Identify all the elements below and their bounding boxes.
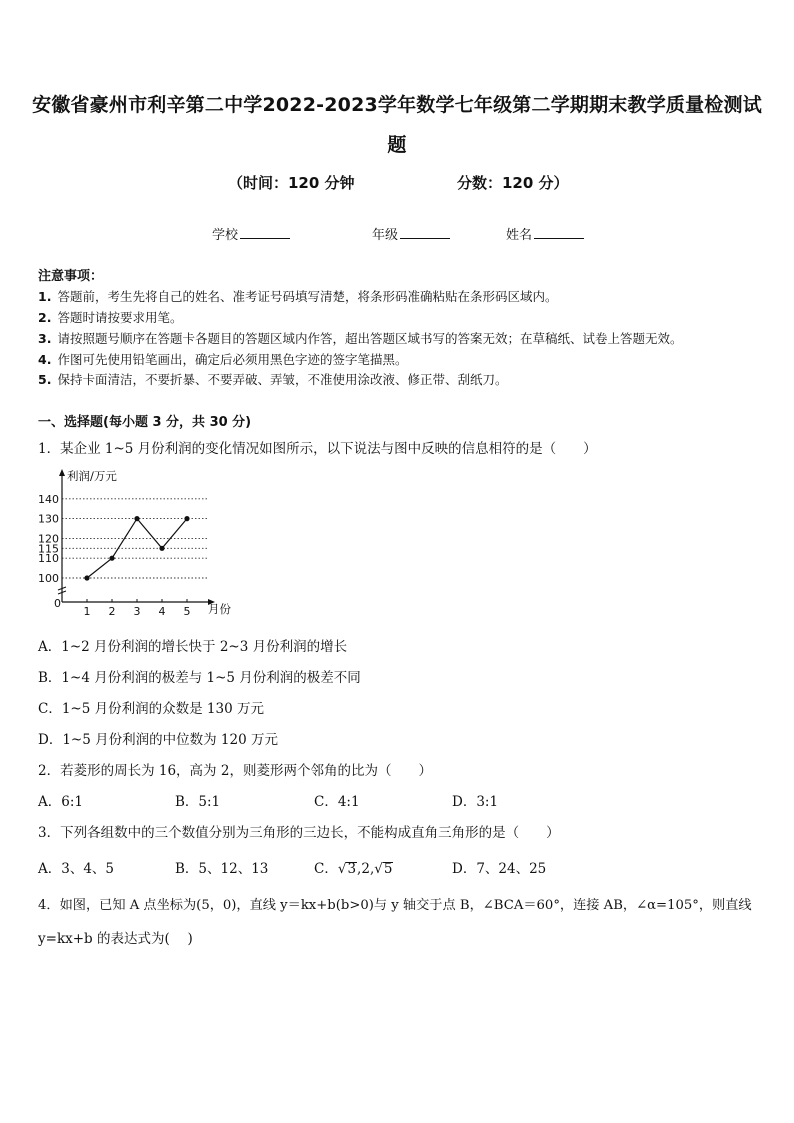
name-field[interactable] bbox=[506, 224, 584, 243]
q2-option-d[interactable]: D．3:1 bbox=[452, 794, 499, 810]
q2-option-b[interactable]: B．5:1 bbox=[175, 794, 221, 810]
data-point bbox=[159, 546, 164, 551]
q3-option-d[interactable]: D．7、24、25 bbox=[452, 861, 547, 877]
question-3-stem: 3．下列各组数中的三个数值分别为三角形的三边长，不能构成直角三角形的是（ ） bbox=[38, 825, 560, 841]
note-item: 2. 答题时请按要求用笔。 bbox=[38, 310, 183, 325]
paper-title-line2: 题 bbox=[387, 134, 407, 156]
sqrt-radicand: 3 bbox=[347, 861, 357, 877]
profit-line-chart bbox=[36, 466, 246, 616]
grade-field[interactable] bbox=[372, 224, 450, 243]
school-field[interactable] bbox=[212, 224, 290, 243]
y-axis-label: 利润/万元 bbox=[67, 469, 117, 483]
school-blank[interactable] bbox=[240, 238, 290, 239]
q2-option-a[interactable]: A．6:1 bbox=[38, 794, 83, 810]
data-point bbox=[84, 575, 89, 580]
q1-option-a[interactable]: A．1~2 月份利润的增长快于 2~3 月份利润的增长 bbox=[38, 639, 348, 655]
x-tick-label: 1 bbox=[83, 605, 91, 616]
y-tick-label: 100 bbox=[38, 572, 59, 585]
sqrt-radicand: 5 bbox=[383, 861, 393, 877]
y-tick-label: 140 bbox=[38, 492, 59, 506]
name-label: 姓名 bbox=[506, 228, 533, 243]
y-axis-arrow bbox=[59, 469, 65, 476]
y-tick-label: 115 bbox=[38, 542, 59, 556]
x-axis-label: 月份 bbox=[208, 602, 231, 616]
q3-option-a[interactable]: A．3、4、5 bbox=[38, 861, 115, 877]
q1-option-b[interactable]: B．1~4 月份利润的极差与 1~5 月份利润的极差不同 bbox=[38, 670, 361, 686]
chart-y-ticks bbox=[38, 493, 59, 585]
note-item: 3. 请按照题号顺序在答题卡各题目的答题区域内作答，超出答题区域书写的答案无效；在草稿纸、试卷上答题无效。 bbox=[38, 331, 683, 346]
paper-title-line1: 安徽省豪州市利辛第二中学2022-2023学年数学七年级第二学期期末教学质量检测试 bbox=[32, 94, 762, 116]
note-item: 4. 作图可先使用铅笔画出，确定后必须用黑色字迹的签字笔描黑。 bbox=[38, 352, 408, 367]
y-tick-label: 120 bbox=[38, 532, 59, 546]
q2-option-c[interactable]: C．4:1 bbox=[314, 794, 360, 810]
grade-label: 年级 bbox=[372, 228, 399, 243]
note-item: 1. 答题前，考生先将自己的姓名、准考证号码填写清楚，将条形码准确粘贴在条形码区域内。 bbox=[38, 289, 558, 304]
y-tick-label: 130 bbox=[38, 512, 59, 526]
note-item: 5. 保持卡面清洁，不要折暴、不要弄破、弄皱，不准使用涂改液、修正带、刮纸刀。 bbox=[38, 372, 508, 387]
name-blank[interactable] bbox=[534, 238, 584, 239]
question-2-stem: 2．若菱形的周长为 16，高为 2，则菱形两个邻角的比为（ ） bbox=[38, 763, 432, 779]
x-tick-label: 2 bbox=[108, 605, 116, 616]
chart-axes bbox=[58, 469, 215, 605]
score-label: 分数：120 分） bbox=[457, 174, 569, 192]
notes-heading: 注意事项： bbox=[38, 269, 104, 284]
data-point bbox=[109, 556, 114, 561]
x-tick-label: 3 bbox=[133, 605, 141, 616]
q1-option-c[interactable]: C．1~5 月份利润的众数是 130 万元 bbox=[38, 701, 264, 717]
x-tick-label: 4 bbox=[158, 605, 166, 616]
q3-option-c[interactable]: C．√3,2,√5 bbox=[314, 861, 393, 877]
school-label: 学校 bbox=[212, 228, 239, 243]
grade-blank[interactable] bbox=[400, 238, 450, 239]
q1-option-d[interactable]: D．1~5 月份利润的中位数为 120 万元 bbox=[38, 732, 278, 748]
section-heading: 一、选择题(每小题 3 分，共 30 分) bbox=[38, 415, 252, 430]
x-tick-label: 5 bbox=[183, 605, 191, 616]
data-point bbox=[134, 516, 139, 521]
question-1-stem: 1．某企业 1~5 月份利润的变化情况如图所示，以下说法与图中反映的信息相符的是（ ） bbox=[38, 441, 597, 457]
question-4-stem-line1: 4．如图，已知 A 点坐标为(5，0)，直线 y＝kx+b(b>0)与 y 轴交于点 B，∠BCA＝60°，连接 AB，∠α=105°，则直线 bbox=[38, 898, 752, 913]
data-point bbox=[184, 516, 189, 521]
y-tick-label: 110 bbox=[38, 552, 59, 566]
origin-label: 0 bbox=[54, 597, 61, 610]
q3-option-b[interactable]: B．5、12、13 bbox=[175, 861, 269, 877]
chart-gridlines bbox=[62, 499, 208, 578]
question-4-stem-line2: y=kx+b 的表达式为( ) bbox=[38, 931, 193, 947]
time-label: （时间：120 分钟 bbox=[228, 174, 355, 192]
